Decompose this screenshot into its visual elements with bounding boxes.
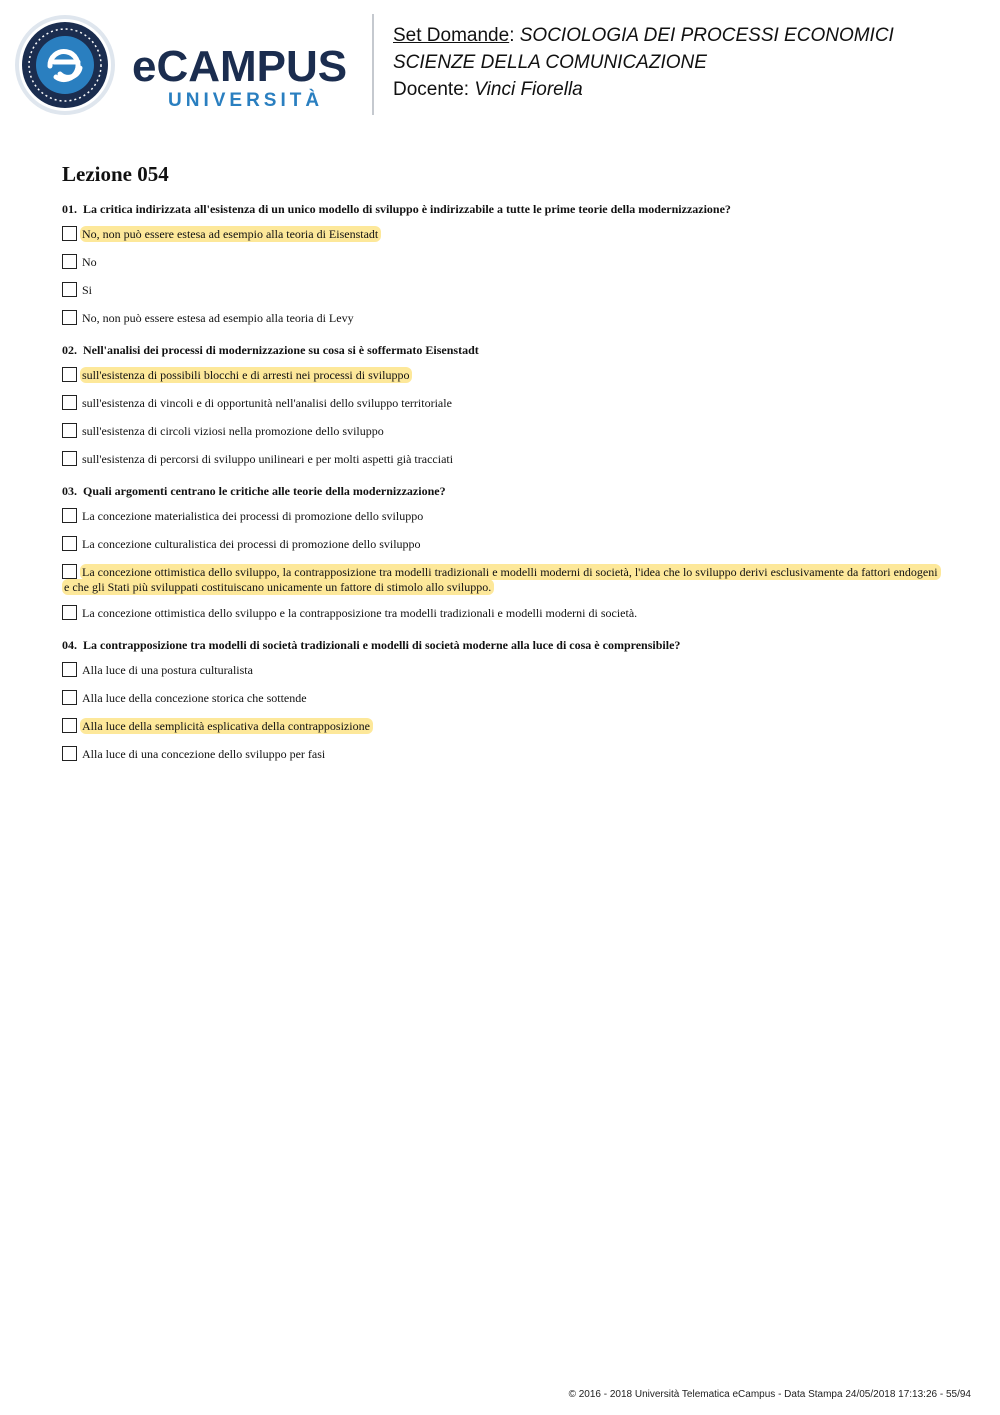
- answer-text: No: [82, 255, 97, 269]
- answer-checkbox[interactable]: [62, 605, 77, 620]
- answer-text: La concezione culturalistica dei processi di promozione dello sviluppo: [82, 537, 421, 551]
- teacher-name: Vinci Fiorella: [474, 79, 583, 100]
- answer-text: Alla luce della concezione storica che sottende: [82, 691, 307, 705]
- quiz-content: [62, 160, 942, 778]
- answer-checkbox[interactable]: [62, 508, 77, 523]
- answer-option[interactable]: [62, 746, 942, 764]
- answer-text: La concezione ottimistica dello sviluppo e la contrapposizione tra modelli tradizionali e modelli moderni di società.: [82, 606, 638, 620]
- answer-checkbox[interactable]: [62, 282, 77, 297]
- question: [62, 483, 942, 623]
- answer-text: sull'esistenza di circoli viziosi nella promozione dello sviluppo: [82, 424, 384, 438]
- answer-option[interactable]: [62, 226, 942, 244]
- answer-checkbox[interactable]: [62, 451, 77, 466]
- answer-checkbox[interactable]: [62, 718, 77, 733]
- teacher-label: Docente:: [393, 79, 475, 100]
- answer-checkbox[interactable]: [62, 746, 77, 761]
- course-title: SOCIOLOGIA DEI PROCESSI ECONOMICI: [519, 25, 894, 46]
- answer-checkbox[interactable]: [62, 310, 77, 325]
- answer-option[interactable]: [62, 605, 942, 623]
- question-text: [62, 483, 942, 499]
- answer-text: Alla luce della semplicità esplicativa della contrapposizione: [80, 718, 373, 734]
- question-label: Nell'analisi dei processi di modernizzazione su cosa si è soffermato Eisenstadt: [83, 343, 479, 357]
- svg-text:eCAMPUS: eCAMPUS: [132, 42, 348, 91]
- question-label: Quali argomenti centrano le critiche alle teorie della modernizzazione?: [83, 484, 446, 498]
- answer-option[interactable]: [62, 564, 942, 595]
- answer-checkbox[interactable]: [62, 254, 77, 269]
- question-number: 02.: [62, 343, 77, 357]
- answer-checkbox[interactable]: [62, 423, 77, 438]
- answer-text: Alla luce di una postura culturalista: [82, 663, 253, 677]
- answer-option[interactable]: [62, 367, 942, 385]
- question: [62, 637, 942, 764]
- answer-option[interactable]: [62, 395, 942, 413]
- ecampus-logo: [14, 14, 374, 118]
- page-header: [0, 0, 1000, 130]
- answer-checkbox[interactable]: [62, 395, 77, 410]
- question-label: La critica indirizzata all'esistenza di un unico modello di sviluppo è indirizzabile a tutte le prime teorie della modernizzazione?: [83, 202, 731, 216]
- answer-option[interactable]: [62, 310, 942, 328]
- answer-text: La concezione materialistica dei processi di promozione dello sviluppo: [82, 509, 424, 523]
- answer-checkbox[interactable]: [62, 690, 77, 705]
- course-info: [393, 22, 983, 103]
- answer-text: sull'esistenza di vincoli e di opportunità nell'analisi dello sviluppo territoriale: [82, 396, 452, 410]
- question-number: 04.: [62, 638, 77, 652]
- answer-text: Alla luce di una concezione dello sviluppo per fasi: [82, 747, 326, 761]
- answer-checkbox[interactable]: [62, 226, 77, 241]
- question-text: [62, 201, 942, 217]
- set-label: Set Domande: [393, 25, 510, 46]
- answer-text: No, non può essere estesa ad esempio alla teoria di Levy: [82, 311, 354, 325]
- lesson-title: Lezione 054: [62, 162, 169, 186]
- answer-option[interactable]: [62, 662, 942, 680]
- svg-text:UNIVERSITÀ: UNIVERSITÀ: [168, 90, 324, 111]
- answer-option[interactable]: [62, 690, 942, 708]
- answer-checkbox[interactable]: [62, 536, 77, 551]
- course-line-1: [393, 22, 983, 49]
- question-number: 03.: [62, 484, 77, 498]
- question-number: 01.: [62, 202, 77, 216]
- question-text: [62, 637, 942, 653]
- answer-option[interactable]: [62, 423, 942, 441]
- question-text: [62, 342, 942, 358]
- answer-text: sull'esistenza di percorsi di sviluppo unilineari e per molti aspetti già tracciati: [82, 452, 454, 466]
- set-separator: :: [509, 25, 520, 46]
- answer-text: sull'esistenza di possibili blocchi e di arresti nei processi di sviluppo: [80, 367, 412, 383]
- answer-text: No, non può essere estesa ad esempio alla teoria di Eisenstadt: [80, 226, 381, 242]
- question-label: La contrapposizione tra modelli di società tradizionali e modelli di società moderne alla luce di cosa è comprensibile?: [83, 638, 681, 652]
- answer-checkbox[interactable]: [62, 367, 77, 382]
- answer-text: La concezione ottimistica dello sviluppo, la contrapposizione tra modelli tradizionali e modelli moderni di società, l'idea che lo sviluppo derivi esclusivamente da fattori endogeni e che gli Stati più sviluppati costituiscano unicamente un fattore di stimolo allo sviluppo.: [62, 564, 941, 595]
- page-footer: © 2016 - 2018 Università Telematica eCampus - Data Stampa 24/05/2018 17:13:26 - 55/94: [568, 1389, 971, 1400]
- answer-option[interactable]: [62, 282, 942, 300]
- question: [62, 342, 942, 469]
- question: [62, 201, 942, 328]
- answer-text: Si: [82, 283, 93, 297]
- answer-option[interactable]: [62, 536, 942, 554]
- teacher-line: [393, 76, 983, 103]
- answer-checkbox[interactable]: [62, 564, 77, 579]
- header-divider: [372, 14, 374, 115]
- answer-option[interactable]: [62, 508, 942, 526]
- answer-option[interactable]: [62, 254, 942, 272]
- answer-checkbox[interactable]: [62, 662, 77, 677]
- course-line-2: SCIENZE DELLA COMUNICAZIONE: [393, 52, 707, 73]
- answer-option[interactable]: [62, 718, 942, 736]
- answer-option[interactable]: [62, 451, 942, 469]
